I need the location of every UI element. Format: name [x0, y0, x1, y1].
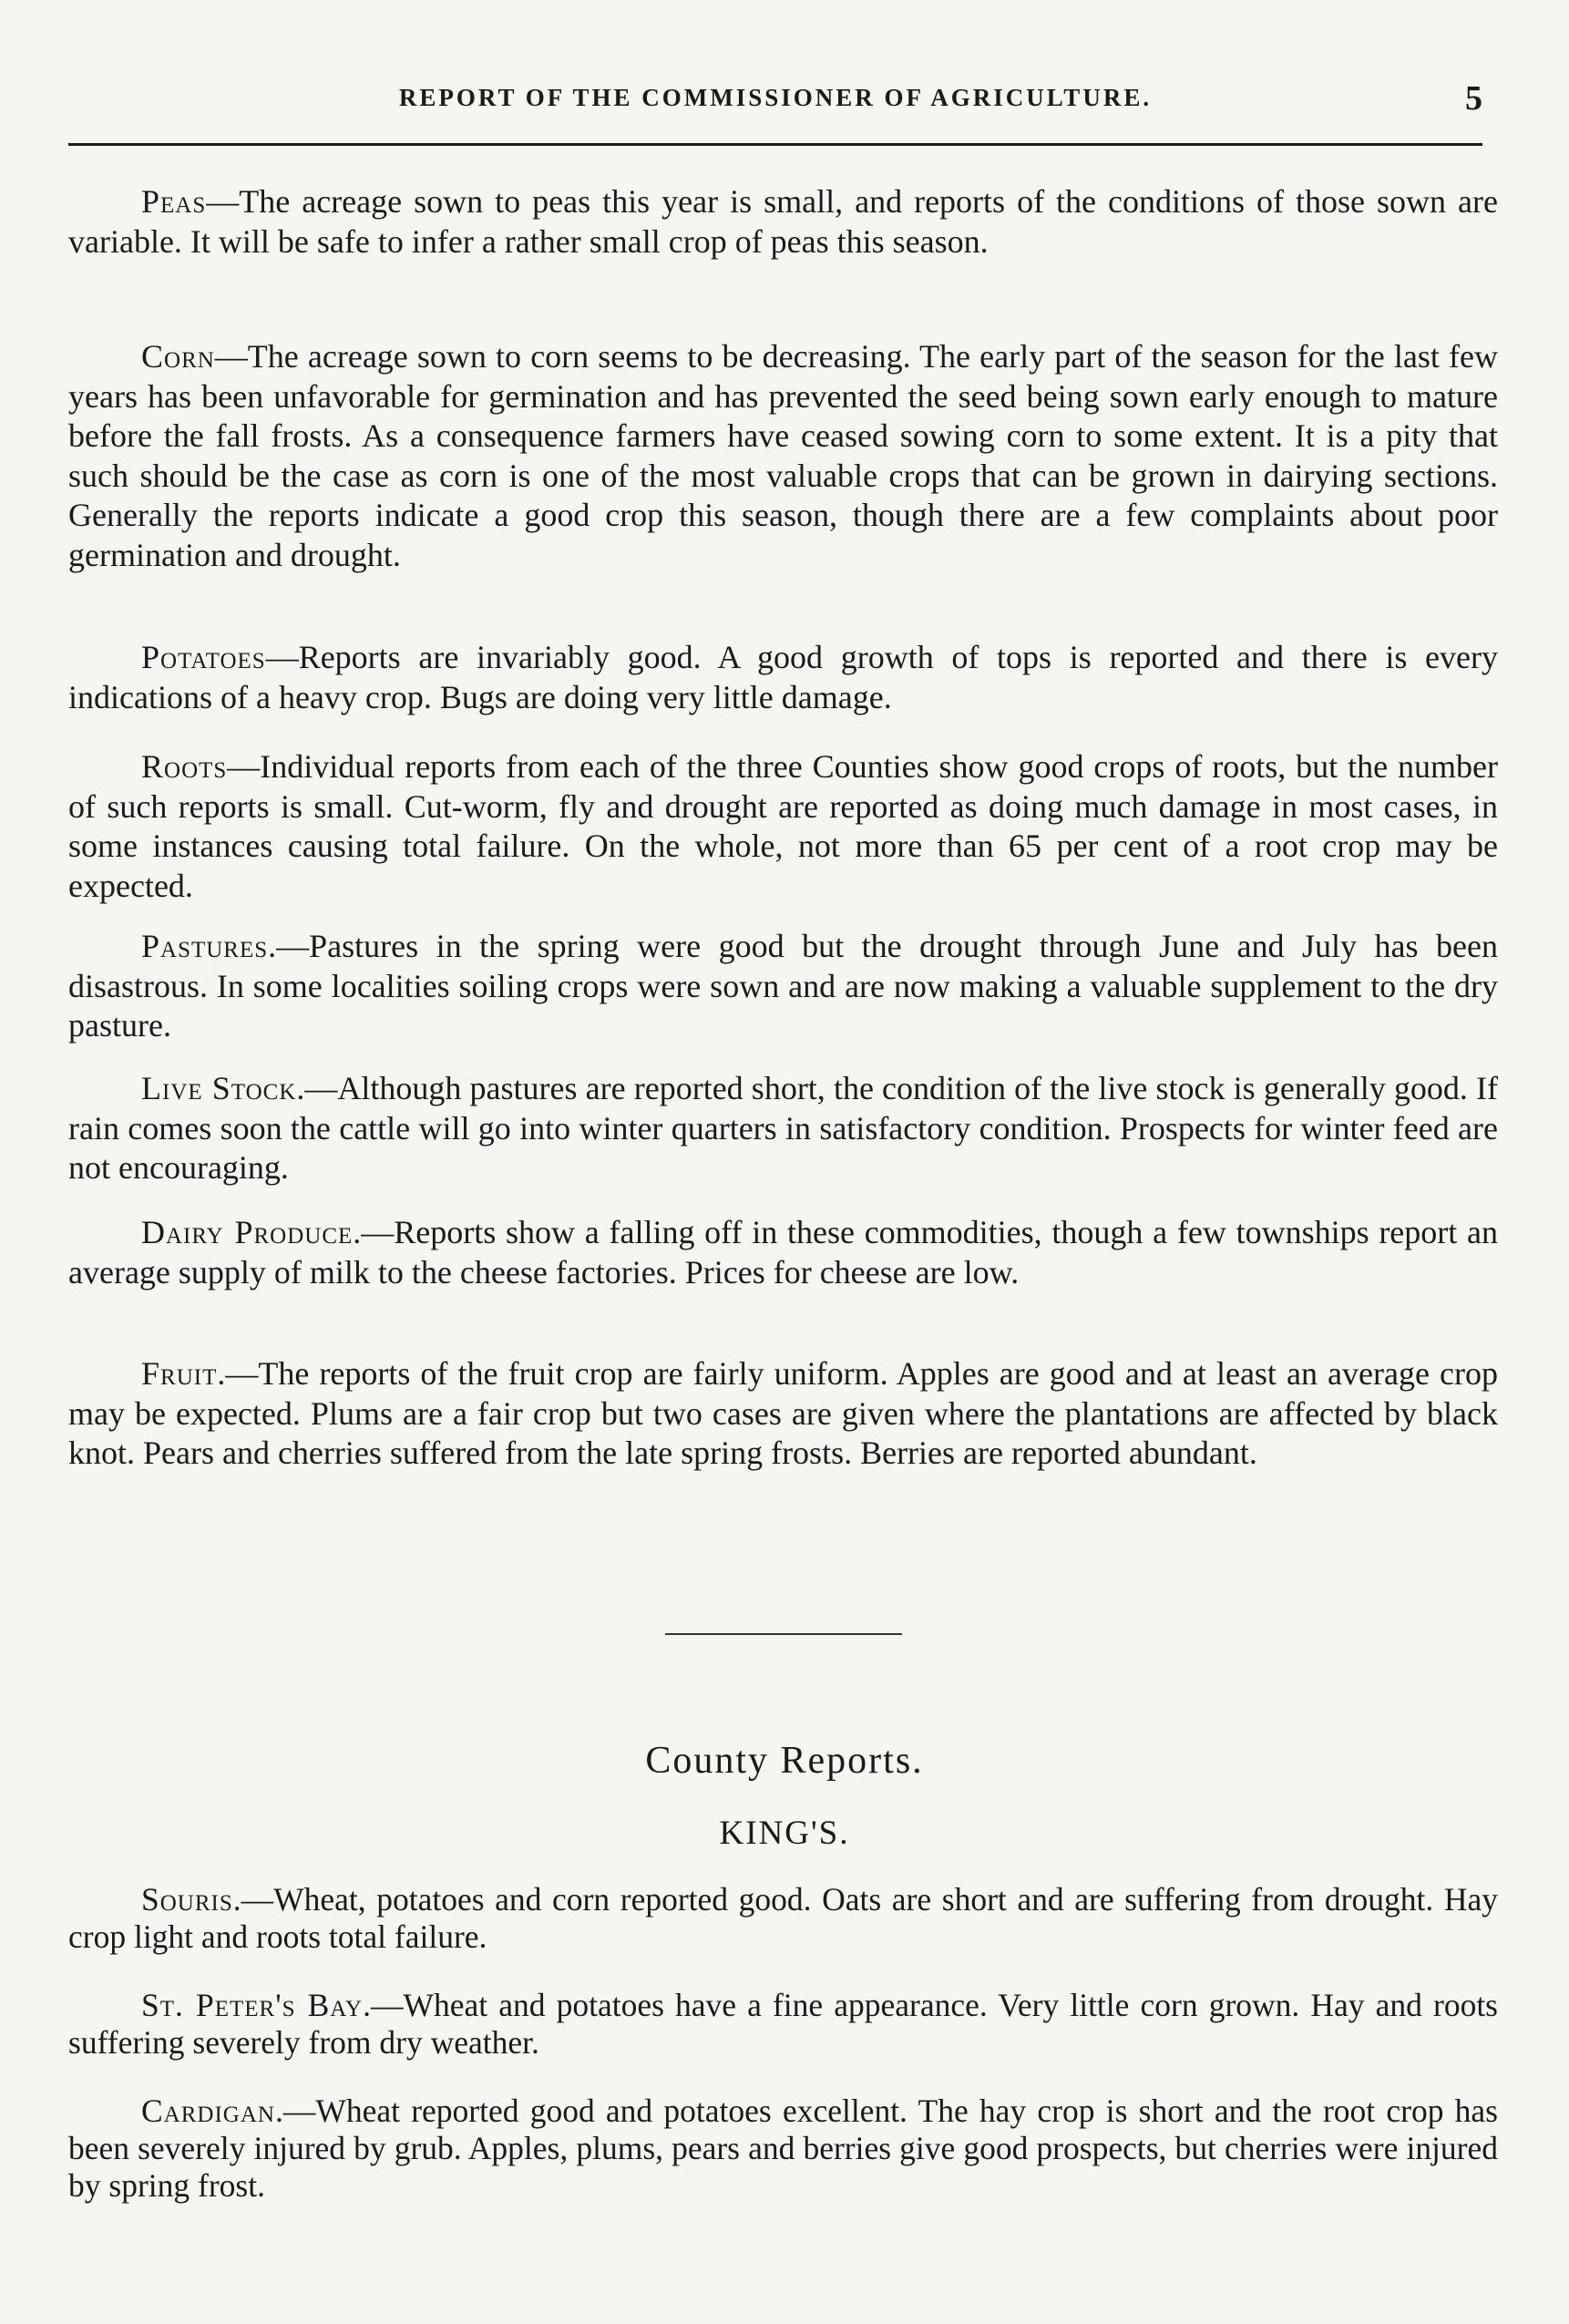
paragraph-text: Although pastures are reported short, the condition of the live stock is generally good. If rain comes soon the cattle will go into winter quarters in satisfactory condition. Prospects for winter feed are not encouraging.: [68, 1070, 1499, 1186]
paragraph-st-peters-bay: [68, 1987, 1498, 2062]
paragraph-pastures: [68, 927, 1498, 1046]
paragraph-text: The acreage sown to peas this year is small, and reports of the conditions of those sown are variable. It will be safe to infer a rather small crop of peas this season.: [68, 183, 1498, 260]
section-title: County Reports.: [645, 1740, 924, 1782]
heading-separator: .—: [217, 1355, 259, 1392]
paragraph-text: Wheat reported good and potatoes excellent. The hay crop is short and the root crop has been severely injured by grub. Apples, plums, pears and berries give good prospects, but cherries were injured by spring frost.: [68, 2093, 1498, 2204]
paragraph-heading: Pastures: [141, 928, 269, 964]
page-number: 5: [1465, 79, 1482, 118]
heading-separator: —: [227, 748, 261, 785]
paragraph-heading: Cardigan: [141, 2093, 275, 2129]
paragraph-heading: Potatoes: [141, 639, 266, 675]
paragraph-text: Reports are invariably good. A good growth of tops is reported and there is every indications of a heavy crop. Bugs are doing very little damage.: [68, 639, 1498, 715]
paragraph-peas: [68, 182, 1498, 262]
paragraph-heading: Souris: [141, 1881, 233, 1918]
heading-separator: .—: [296, 1070, 338, 1106]
heading-separator: —: [265, 639, 299, 675]
paragraph-live-stock: [68, 1069, 1498, 1188]
paragraph-fruit: [68, 1354, 1498, 1474]
running-title: REPORT OF THE COMMISSIONER OF AGRICULTURE.: [398, 84, 1153, 111]
heading-separator: .—: [363, 1987, 404, 2023]
heading-separator: .—: [353, 1214, 395, 1250]
heading-separator: —: [206, 183, 240, 220]
heading-separator: —: [214, 338, 248, 375]
paragraph-text: Wheat and potatoes have a fine appearance. Very little corn grown. Hay and roots suffering severely from dry weather.: [68, 1987, 1498, 2061]
paragraph-cardigan: [68, 2093, 1498, 2205]
paragraph-text: Wheat, potatoes and corn reported good. Oats are short and are suffering from drought. Hay crop light and roots total failure.: [68, 1881, 1498, 1955]
paragraph-heading: St. Peter's Bay: [141, 1987, 364, 2023]
paragraph-corn: [68, 337, 1498, 575]
paragraph-text: The reports of the fruit crop are fairly uniform. Apples are good and at least an average crop may be expected. Plums are a fair crop but two cases are given where the plantations are affected by black knot. Pears and cherries suffered from the late spring frosts. Berries are reported abundant.: [68, 1355, 1498, 1471]
heading-separator: .—: [268, 928, 310, 964]
paragraph-text: Reports show a falling off in these commodities, though a few townships report an average supply of milk to the cheese factories. Prices for cheese are low.: [68, 1214, 1498, 1291]
paragraph-roots: [68, 747, 1498, 906]
paragraph-heading: Roots: [141, 748, 228, 785]
paragraph-heading: Live Stock: [141, 1070, 297, 1106]
paragraph-heading: Dairy Produce: [141, 1214, 354, 1250]
paragraph-heading: Peas: [141, 183, 207, 220]
paragraph-heading: Fruit: [141, 1355, 218, 1392]
page-header: [68, 79, 1482, 126]
paragraph-text: Pastures in the spring were good but the drought through June and July has been disastrous. In some localities soiling crops were sown and are now making a valuable supplement to the dry pasture.: [68, 928, 1498, 1044]
paragraph-dairy-produce: [68, 1213, 1498, 1292]
header-rule: [68, 143, 1482, 146]
county-heading: KING'S.: [719, 1815, 850, 1852]
section-divider: [665, 1633, 902, 1635]
paragraph-text: Individual reports from each of the three Counties show good crops of roots, but the number of such reports is small. Cut-worm, fly and drought are reported as doing much damage in most cases, in some instances causing total failure. On the whole, not more than 65 per cent of a root crop may be expected.: [68, 748, 1498, 904]
heading-separator: .—: [274, 2093, 316, 2129]
paragraph-souris: [68, 1881, 1498, 1956]
paragraph-heading: Corn: [141, 338, 215, 375]
paragraph-text: The acreage sown to corn seems to be decreasing. The early part of the season for the last few years has been unfavorable for germination and has prevented the seed being sown early enough to mature before the fall frosts. As a consequence farmers have ceased sowing corn to some extent. It is a pity that such should be the case as corn is one of the most valuable crops that can be grown in dairying sections. Generally the reports indicate a good crop this season, though there are a few complaints about poor germination and drought.: [68, 338, 1498, 573]
heading-separator: .—: [232, 1881, 274, 1918]
paragraph-potatoes: [68, 638, 1498, 717]
